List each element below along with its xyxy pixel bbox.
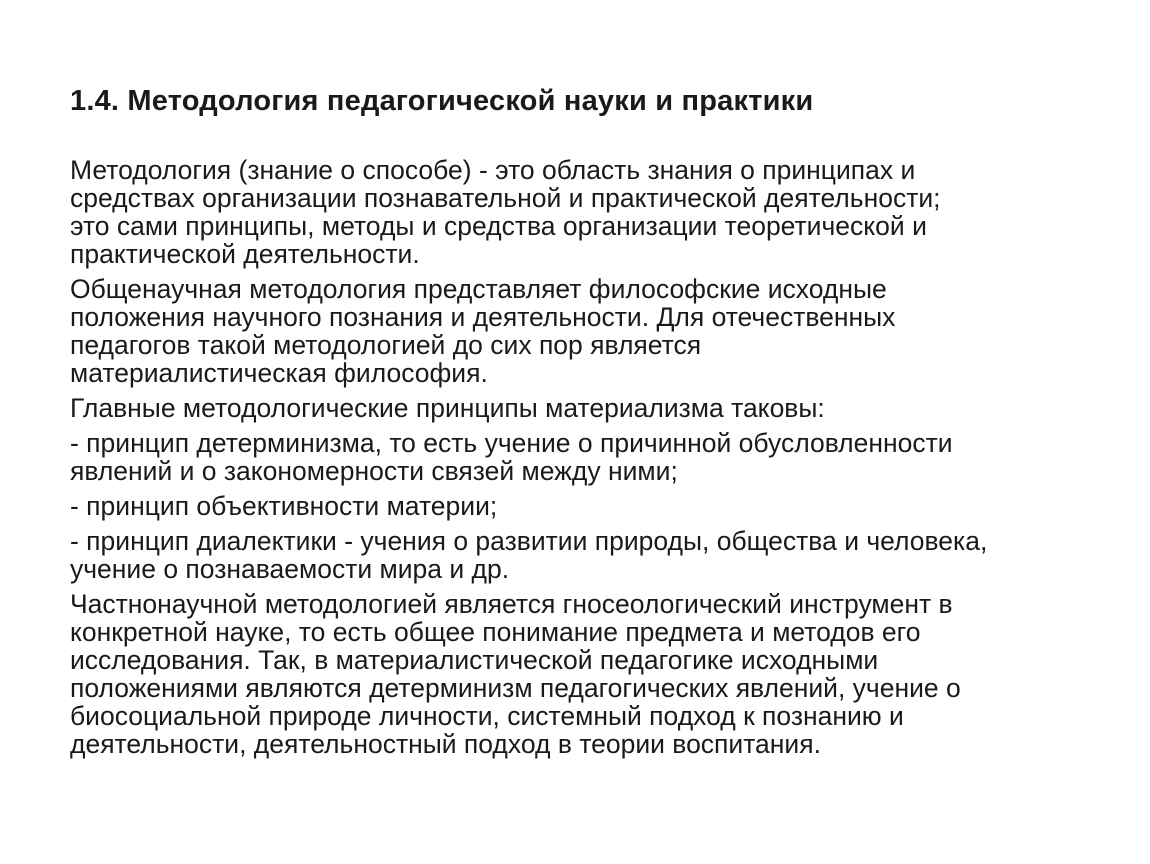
text-line: деятельности, деятельностный подход в теории воспитания. xyxy=(70,729,821,759)
text-line: положениями являются детерминизм педагогических явлений, учение о xyxy=(70,673,961,703)
page-title: 1.4. Методология педагогической науки и практики xyxy=(70,85,814,117)
text-line: положения научного познания и деятельности. Для отечественных xyxy=(70,302,896,332)
text-line: педагогов такой методологией до сих пор является xyxy=(70,330,702,360)
list-item-determinism xyxy=(70,429,1120,485)
text-line: биосоциальной природе личности, системный подход к познанию и xyxy=(70,701,904,731)
text-line: Частнонаучной методологией является гносеологический инструмент в xyxy=(70,589,953,619)
text-line: - принцип диалектики - учения о развитии природы, общества и человека, xyxy=(70,526,988,556)
text-line: явлений и о закономерности связей между ними; xyxy=(70,456,678,486)
text-line: исследования. Так, в материалистической педагогике исходными xyxy=(70,645,879,675)
paragraph-general-methodology xyxy=(70,275,1120,387)
paragraph-specific-methodology xyxy=(70,590,1120,758)
text-line: учение о познаваемости мира и др. xyxy=(70,554,510,584)
text-line: средствах организации познавательной и практической деятельности; xyxy=(70,183,941,213)
text-line: Общенаучная методология представляет философские исходные xyxy=(70,274,887,304)
paragraph-main-principles xyxy=(70,394,1120,422)
text-line: конкретной науке, то есть общее понимание предмета и методов его xyxy=(70,617,921,647)
text-line: - принцип детерминизма, то есть учение о причинной обусловленности xyxy=(70,428,953,458)
slide-body xyxy=(70,156,1120,765)
paragraph-methodology-definition xyxy=(70,156,1120,268)
list-item-dialectics xyxy=(70,527,1120,583)
text-line: - принцип объективности материи; xyxy=(70,491,498,521)
text-line: материалистическая философия. xyxy=(70,358,488,388)
list-item-objectivity xyxy=(70,492,1120,520)
text-line: Главные методологические принципы материализма таковы: xyxy=(70,393,825,423)
text-line: это сами принципы, методы и средства организации теоретической и xyxy=(70,211,927,241)
text-line: практической деятельности. xyxy=(70,239,420,269)
text-line: Методология (знание о способе) - это область знания о принципах и xyxy=(70,155,916,185)
